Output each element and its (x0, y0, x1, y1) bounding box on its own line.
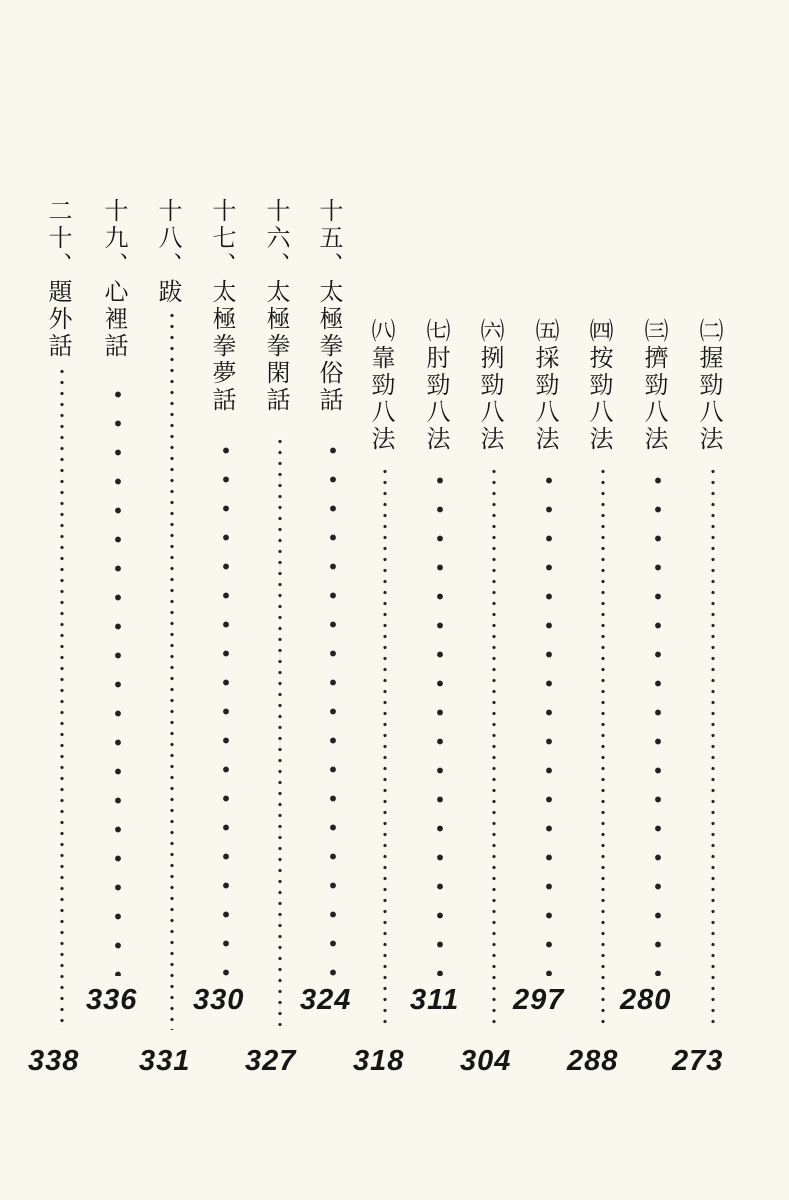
toc-entry-title: 十五、太極拳俗話 (315, 198, 343, 414)
toc-entry-title: ㈦肘勁八法 (422, 318, 450, 453)
toc-page-number: 280 (620, 984, 672, 1016)
toc-entry-chapter-18[interactable] (154, 198, 190, 306)
toc-page-number: 288 (567, 1045, 619, 1077)
dot-leader (383, 466, 387, 1026)
toc-entry-chapter-19[interactable] (100, 198, 136, 360)
toc-entry-title: 二十、題外話 (44, 198, 72, 360)
toc-entry-title: ㈡握勁八法 (695, 318, 723, 453)
dot-leader (711, 466, 715, 1026)
toc-entry-chapter-17[interactable] (208, 198, 244, 414)
toc-page-number: 311 (410, 984, 460, 1016)
toc-page-number: 304 (460, 1045, 512, 1077)
toc-entry-zhou-jin[interactable] (422, 318, 458, 453)
toc-entry-chapter-16[interactable] (262, 198, 298, 414)
toc-entry-an-jin[interactable] (585, 318, 621, 453)
toc-page-number: 318 (353, 1045, 405, 1077)
toc-page-number: 331 (139, 1045, 191, 1077)
toc-entry-kao-jin[interactable] (367, 318, 403, 453)
toc-page-number: 324 (300, 984, 352, 1016)
dot-leader (170, 310, 174, 1030)
toc-entry-title: 十七、太極拳夢話 (208, 198, 236, 414)
toc-entry-title: ㈥挒勁八法 (476, 318, 504, 453)
toc-entry-ji-jin[interactable] (640, 318, 676, 453)
dot-leader (437, 466, 443, 976)
toc-entry-title: ㈤採勁八法 (531, 318, 559, 453)
dot-leader (223, 436, 229, 976)
dot-leader (601, 466, 605, 1026)
toc-page-number: 297 (513, 984, 565, 1016)
dot-leader (546, 466, 552, 976)
toc-entry-title: 十六、太極拳閑話 (262, 198, 290, 414)
toc-entry-cai-jin[interactable] (531, 318, 567, 453)
dot-leader (115, 380, 121, 976)
toc-page-number: 327 (245, 1045, 297, 1077)
toc-entry-title: ㈣按勁八法 (585, 318, 613, 453)
toc-entry-lie-jin[interactable] (476, 318, 512, 453)
toc-entry-title: 十八、跋 (154, 198, 182, 306)
dot-leader (492, 466, 496, 1026)
toc-page-number: 336 (86, 984, 138, 1016)
dot-leader (655, 466, 661, 976)
toc-entry-title: ㈧靠勁八法 (367, 318, 395, 453)
toc-page-number: 338 (28, 1045, 80, 1077)
toc-page-number: 330 (193, 984, 245, 1016)
dot-leader (60, 366, 64, 1030)
toc-entry-chapter-15[interactable] (315, 198, 351, 414)
dot-leader (278, 436, 282, 1026)
toc-entry-title: ㈢擠勁八法 (640, 318, 668, 453)
toc-entry-gua-jin[interactable] (695, 318, 731, 453)
toc-entry-chapter-20[interactable] (44, 198, 80, 360)
dot-leader (330, 436, 336, 976)
toc-entry-title: 十九、心裡話 (100, 198, 128, 360)
toc-page-number: 273 (672, 1045, 724, 1077)
